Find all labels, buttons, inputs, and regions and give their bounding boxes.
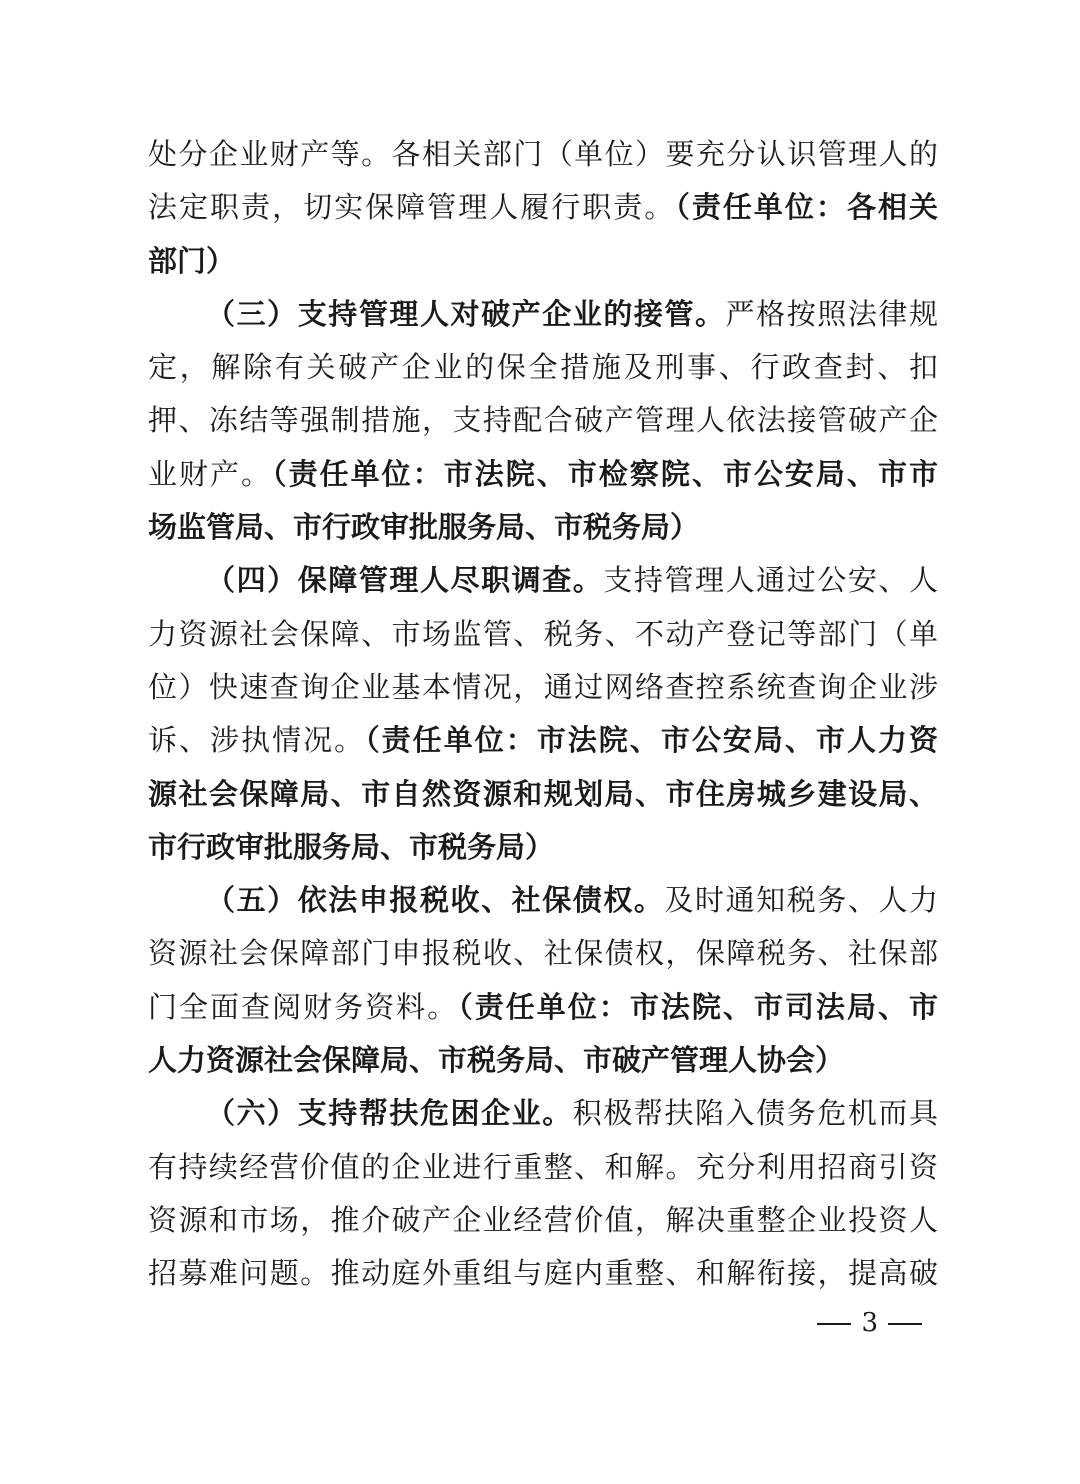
text-line — [148, 235, 938, 288]
text-line — [148, 1194, 938, 1247]
text-line — [148, 821, 938, 874]
bold-text-segment: 源社会保障局、市自然资源和规划局、市住房城乡建设局、 — [148, 776, 938, 811]
text-segment: 处分企业财产等。各相关部门（单位）要充分认识管理人的 — [148, 137, 938, 171]
page-footer — [807, 1308, 932, 1338]
bold-text-segment: （六）支持帮扶危困企业。 — [206, 1096, 573, 1131]
bold-text-segment: 人力资源社会保障局、市税务局、市破产管理人协会） — [148, 1043, 845, 1078]
text-segment: 力资源社会保障、市场监管、税务、不动产登记等部门（单 — [148, 616, 938, 651]
bold-text-segment: （责任单位：市法院、市检察院、市公安局、市市 — [272, 456, 938, 491]
footer-dash-left — [817, 1323, 851, 1325]
text-segment: 积极帮扶陷入债务危机而具 — [572, 1096, 938, 1131]
bold-text-segment: 市行政审批服务局、市税务局） — [148, 829, 555, 864]
text-segment: 严格按照法律规 — [725, 296, 938, 331]
document-body — [148, 128, 938, 1301]
text-line — [148, 874, 938, 927]
bold-text-segment: 场监管局、市行政审批服务局、市税务局） — [148, 510, 700, 545]
bold-text-segment: （五）依法申报税收、社保债权。 — [206, 883, 665, 918]
bold-text-segment: 部门） — [148, 243, 236, 278]
text-segment: 有持续经营价值的企业进行重整、和解。充分利用招商引资 — [148, 1149, 938, 1184]
text-segment: 及时通知税务、人力 — [664, 883, 938, 918]
text-segment: 法定职责，切实保障管理人履行职责。 — [148, 190, 676, 225]
text-segment: 支持管理人通过公安、人 — [603, 563, 938, 598]
text-line — [148, 768, 938, 821]
text-segment: 位）快速查询企业基本情况，通过网络查控系统查询企业涉 — [148, 669, 938, 704]
bold-text-segment: （责任单位：市法院、市司法局、市 — [458, 989, 938, 1024]
bold-text-segment: （责任单位：各相关 — [675, 190, 938, 225]
footer-dash-right — [888, 1323, 922, 1325]
text-segment: 资源和市场，推介破产企业经营价值，解决重整企业投资人 — [148, 1202, 938, 1237]
text-segment: 门全面查阅财务资料。 — [148, 989, 459, 1024]
text-line — [148, 288, 938, 341]
text-line — [148, 394, 938, 447]
text-line — [148, 341, 938, 394]
text-line — [148, 661, 938, 714]
text-segment: 诉、涉执情况。 — [148, 723, 366, 758]
text-segment: 招募难问题。推动庭外重组与庭内重整、和解衔接，提高破 — [148, 1256, 938, 1291]
text-segment: 资源社会保障部门申报税收、社保债权，保障税务、社保部 — [148, 936, 938, 971]
text-line — [148, 927, 938, 980]
text-line — [148, 1247, 938, 1300]
text-line — [148, 1141, 938, 1194]
text-line — [148, 1087, 938, 1140]
text-line — [148, 501, 938, 554]
text-segment: 定，解除有关破产企业的保全措施及刑事、行政查封、扣 — [148, 350, 938, 385]
text-line — [148, 181, 938, 234]
text-line — [148, 554, 938, 607]
bold-text-segment: （四）保障管理人尽职调查。 — [206, 563, 604, 598]
bold-text-segment: （三）支持管理人对破产企业的接管。 — [206, 296, 726, 331]
text-line — [148, 714, 938, 767]
text-line — [148, 448, 938, 501]
bold-text-segment: （责任单位：市法院、市公安局、市人力资 — [365, 723, 938, 758]
text-segment: 押、冻结等强制措施，支持配合破产管理人依法接管破产企 — [148, 403, 938, 438]
page-number: 3 — [861, 1308, 878, 1338]
text-line — [148, 608, 938, 661]
text-line — [148, 128, 938, 181]
text-line — [148, 981, 938, 1034]
text-line — [148, 1034, 938, 1087]
text-segment: 业财产。 — [148, 456, 273, 491]
